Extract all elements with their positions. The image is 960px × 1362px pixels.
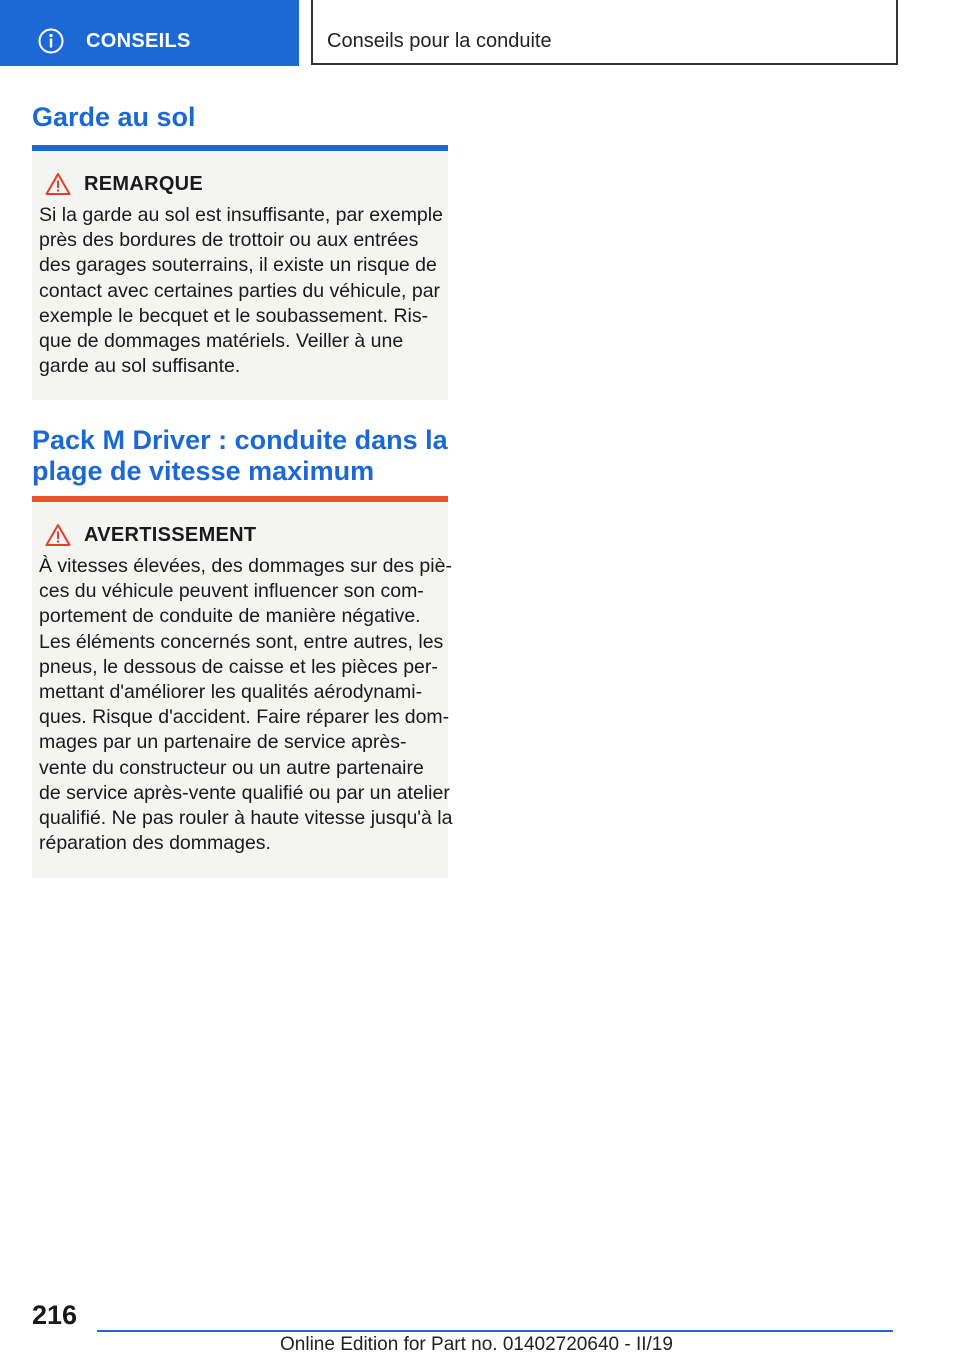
notice-line: vente du constructeur ou un autre partenaire xyxy=(39,756,424,779)
notice-line: ces du véhicule peuvent influencer son com- xyxy=(39,580,424,603)
edition-footer-text: Online Edition for Part no. 01402720640 - II/19 xyxy=(280,1334,673,1355)
notice-line: exemple le becquet et le soubassement. Ris- xyxy=(39,304,429,327)
section-tab-label: CONSEILS xyxy=(86,30,191,52)
section-title-line: Pack M Driver : conduite dans la xyxy=(32,425,448,455)
section-title-line: plage de vitesse maximum xyxy=(32,456,375,486)
chapter-breadcrumb: Conseils pour la conduite xyxy=(327,30,552,52)
notice-header xyxy=(39,522,438,548)
header-bar xyxy=(311,0,898,65)
footer-rule xyxy=(97,1330,893,1332)
notice-box-remarque xyxy=(32,151,448,400)
notice-line: réparation des dommages. xyxy=(39,832,271,855)
notice-label: AVERTISSEMENT xyxy=(84,523,257,546)
notice-line: près des bordures de trottoir ou aux entrées xyxy=(39,229,419,252)
notice-line: contact avec certaines parties du véhicule, par xyxy=(39,279,441,302)
notice-box-avertissement xyxy=(32,502,453,878)
notice-header xyxy=(39,171,438,197)
notice-line: Si la garde au sol est insuffisante, par exemple xyxy=(39,204,443,226)
notice-line: que de dommages matériels. Veiller à une xyxy=(39,330,404,353)
notice-line: mages par un partenaire de service après- xyxy=(39,731,407,754)
notice-body xyxy=(39,554,453,856)
notice-line: mettant d'améliorer les qualités aérodynami- xyxy=(39,681,423,704)
notice-line: des garages souterrains, il existe un risque de xyxy=(39,254,437,277)
notice-line: ques. Risque d'accident. Faire réparer les dom- xyxy=(39,706,450,729)
notice-label: REMARQUE xyxy=(84,172,204,195)
notice-body xyxy=(39,203,443,379)
warning-triangle-icon xyxy=(45,523,71,547)
notice-line: garde au sol suffisante. xyxy=(39,355,241,378)
info-icon xyxy=(38,28,64,54)
section-title-pack-m-driver xyxy=(32,425,448,487)
notice-line: portement de conduite de manière négative. xyxy=(39,605,421,628)
notice-line: Les éléments concernés sont, entre autres, les xyxy=(39,630,444,653)
notice-line: de service après-vente qualifié ou par un atelier xyxy=(39,781,450,804)
notice-line: pneus, le dessous de caisse et les pièces per- xyxy=(39,655,438,678)
warning-triangle-icon xyxy=(45,172,71,196)
notice-line: À vitesses élevées, des dommages sur des piè- xyxy=(39,555,452,577)
header-tab xyxy=(0,0,299,66)
section-title-line: Garde au sol xyxy=(32,102,196,132)
section-title-garde-au-sol xyxy=(32,102,196,133)
page-number: 216 xyxy=(32,1300,78,1330)
notice-line: qualifié. Ne pas rouler à haute vitesse jusqu'à la xyxy=(39,807,453,830)
